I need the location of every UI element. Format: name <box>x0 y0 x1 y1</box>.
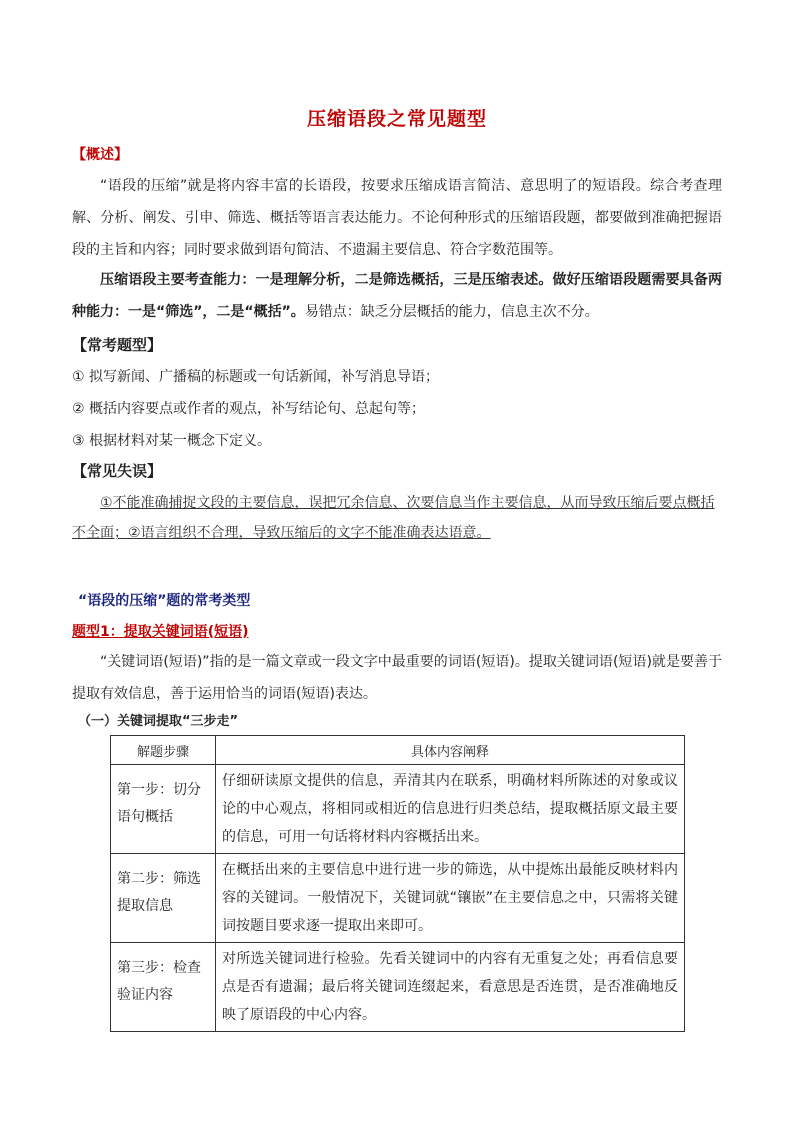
type1-paragraph: “关键词语(短语)”指的是一篇文章或一段文字中最重要的词语(短语)。提取关键词语(短语)就是要善于提取有效信息，善于运用恰当的词语(短语)表达。 <box>72 654 722 702</box>
step-description: 对所选关键词进行检验。先看关键词中的内容有无重复之处；再看信息要点是否有遗漏；最后将关键词连缀起来，看意思是否连贯，是否准确地反映了原语段的中心内容。 <box>216 943 685 1032</box>
overview-heading: 【概述】 <box>72 147 128 163</box>
overview-key-abilities: 压缩语段主要考查能力：一是理解分析，二是筛选概括，三是压缩表述。做好压缩语段题需要具备两种能力：一是“筛选”，二是“概括”。 <box>72 272 722 320</box>
common-type-item-2: ② 概括内容要点或作者的观点，补写结论句、总起句等； <box>72 401 425 417</box>
step-name: 第三步：检查验证内容 <box>111 943 216 1032</box>
table-header-row <box>111 736 685 765</box>
page-title: 压缩语段之常见题型 <box>306 108 487 130</box>
table-row <box>111 943 685 1032</box>
common-type-item-1: ① 拟写新闻、广播稿的标题或一句话新闻，补写消息导语； <box>72 369 439 385</box>
steps-table <box>110 735 685 1032</box>
common-type-item-3: ③ 根据材料对某一概念下定义。 <box>72 433 272 449</box>
common-errors-text <box>72 488 722 548</box>
keyword-steps-heading: （一）关键词提取“三步走” <box>78 714 239 729</box>
step-description: 仔细研读原文提供的信息，弄清其内在联系，明确材料所陈述的对象或议论的中心观点，将相同或相近的信息进行归类总结，提取概括原文最主要的信息，可用一句话将材料内容概括出来。 <box>216 765 685 854</box>
section-heading: “语段的压缩”题的常考类型 <box>78 593 251 609</box>
common-errors-heading: 【常见失误】 <box>72 462 163 480</box>
table-row <box>111 854 685 943</box>
table-header-desc: 具体内容阐释 <box>216 736 685 765</box>
overview-error-point: 易错点：缺乏分层概括的能力，信息主次不分。 <box>304 304 599 320</box>
type1-heading: 题型1：提取关键词语(短语) <box>72 624 249 640</box>
step-description: 在概括出来的主要信息中进行进一步的筛选，从中提炼出最能反映材料内容的关键词。一般情况下，关键词就“镶嵌”在主要信息之中，只需将关键词按题目要求逐一提取出来即可。 <box>216 854 685 943</box>
step-name: 第二步：筛选提取信息 <box>111 854 216 943</box>
step-name: 第一步：切分语句概括 <box>111 765 216 854</box>
table-header-step: 解题步骤 <box>111 736 216 765</box>
overview-paragraph-2 <box>72 264 722 328</box>
table-row <box>111 765 685 854</box>
overview-paragraph-1: “语段的压缩”就是将内容丰富的长语段，按要求压缩成语言简洁、意思明了的短语段。综合考查理解、分析、阐发、引申、筛选、概括等语言表达能力。不论何种形式的压缩语段题，都要做到准确把握语段的主旨和内容；同时要求做到语句简洁、不遗漏主要信息、符合字数范围等。 <box>72 178 722 258</box>
common-errors-underlined: ①不能准确捕捉文段的主要信息，误把冗余信息、次要信息当作主要信息，从而导致压缩后要点概括不全面；②语言组织不合理，导致压缩后的文字不能准确表达语意。 <box>72 495 715 541</box>
common-types-heading: 【常考题型】 <box>72 336 163 354</box>
